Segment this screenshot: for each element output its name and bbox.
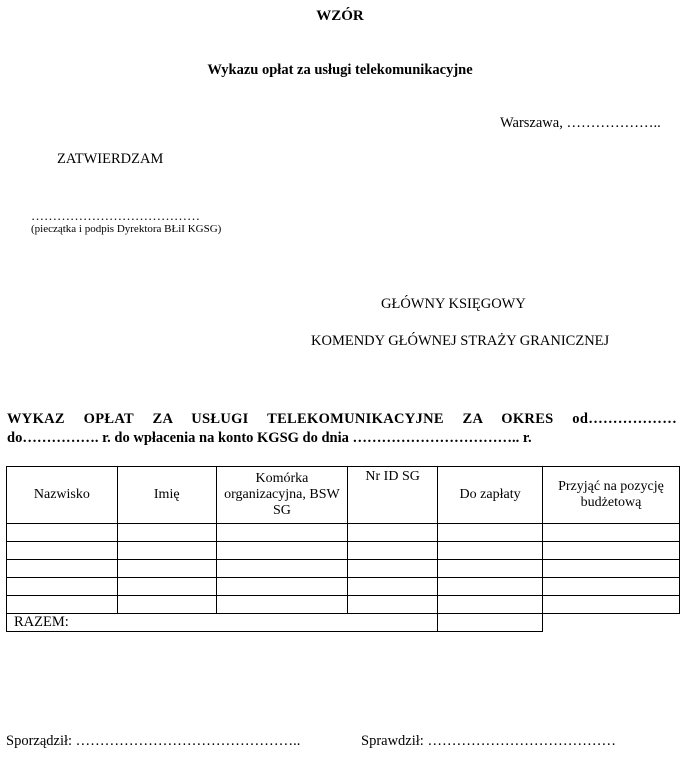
table-cell <box>438 578 543 596</box>
table-cell <box>7 596 118 614</box>
col-header-first-name: Imię <box>117 467 216 524</box>
col-header-amount: Do zapłaty <box>438 467 543 524</box>
table-cell <box>216 524 347 542</box>
table-cell <box>117 578 216 596</box>
table-cell <box>216 542 347 560</box>
checked-by: Sprawdził: ………………………………… <box>361 733 616 749</box>
table-row <box>7 596 680 614</box>
table-cell <box>348 560 438 578</box>
col-header-surname: Nazwisko <box>7 467 118 524</box>
table-cell <box>542 578 679 596</box>
table-cell <box>216 560 347 578</box>
empty-cell <box>542 614 679 632</box>
table-cell <box>216 578 347 596</box>
place-date: Warszawa, ……………….. <box>500 115 661 131</box>
col-header-unit <box>216 467 347 524</box>
table-cell <box>348 578 438 596</box>
table-cell <box>542 542 679 560</box>
signature-caption: (pieczątka i podpis Dyrektora BŁiI KGSG) <box>31 223 222 235</box>
table-header-row <box>7 467 680 524</box>
table-cell <box>7 524 118 542</box>
table-cell <box>438 596 543 614</box>
table-cell <box>348 596 438 614</box>
table-cell <box>7 560 118 578</box>
addressee-line-2: KOMENDY GŁÓWNEJ STRAŻY GRANICZNEJ <box>311 333 610 349</box>
table-cell <box>542 560 679 578</box>
col-header-budget-text: Przyjąć na pozycję budżetową <box>558 479 664 510</box>
table-row <box>7 560 680 578</box>
list-heading <box>7 410 677 448</box>
table-cell <box>117 596 216 614</box>
table-cell <box>117 560 216 578</box>
col-header-id: Nr ID SG <box>348 467 438 524</box>
table-cell <box>438 542 543 560</box>
table-cell <box>348 542 438 560</box>
fees-table <box>6 466 680 632</box>
heading-line-2: do……………. r. do wpłacenia na konto KGSG do dnia …………………………….. r. <box>7 430 532 446</box>
addressee-line-1: GŁÓWNY KSIĘGOWY <box>381 296 526 312</box>
table-cell <box>542 524 679 542</box>
col-header-budget-position <box>542 467 679 524</box>
table-cell <box>117 524 216 542</box>
total-row <box>7 614 680 632</box>
prepared-by: Sporządził: ……………………………………….. <box>6 733 301 749</box>
form-label: WZÓR <box>316 8 364 24</box>
table-cell <box>7 578 118 596</box>
col-header-unit-text: Komórka organizacyjna, BSW SG <box>224 471 340 518</box>
total-label: RAZEM: <box>7 614 438 632</box>
approval-label: ZATWIERDZAM <box>57 151 164 167</box>
document-subtitle: Wykazu opłat za usługi telekomunikacyjne <box>207 62 473 78</box>
table-cell <box>216 596 347 614</box>
table-cell <box>438 560 543 578</box>
table-cell <box>438 524 543 542</box>
total-amount-cell <box>438 614 543 632</box>
table-cell <box>542 596 679 614</box>
table-row <box>7 578 680 596</box>
table-cell <box>7 542 118 560</box>
table-cell <box>348 524 438 542</box>
signature-line: ………………………………… <box>31 208 200 223</box>
table-row <box>7 542 680 560</box>
table-cell <box>117 542 216 560</box>
heading-line-1: WYKAZ OPŁAT ZA USŁUGI TELEKOMUNIKACYJNE ZA OKRES od……………… <box>7 411 677 427</box>
table-row <box>7 524 680 542</box>
